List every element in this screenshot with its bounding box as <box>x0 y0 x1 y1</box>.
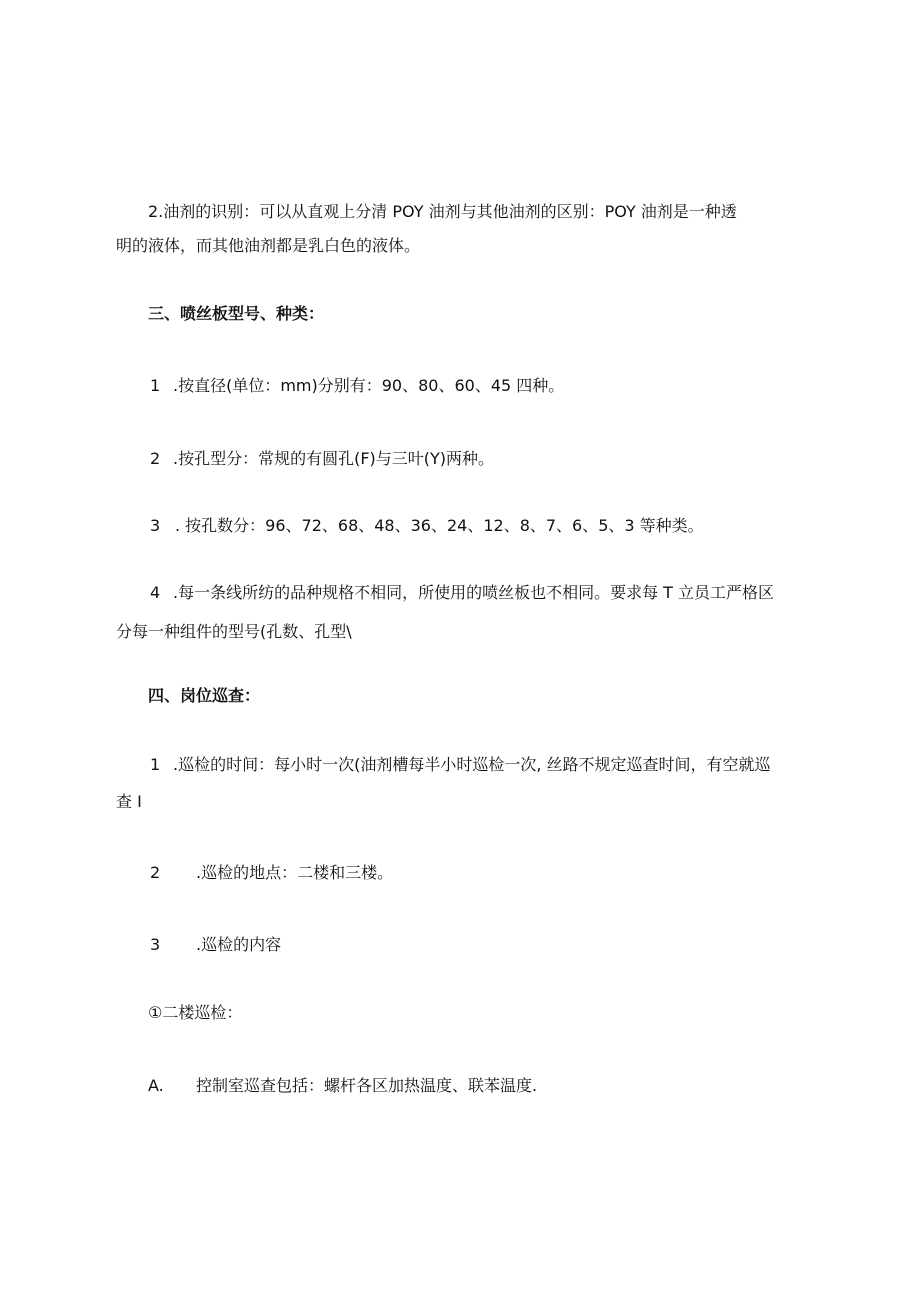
item-text: .按直径(单位：mm)分别有：90、80、60、45 四种。 <box>173 376 565 395</box>
second-floor-patrol-heading: ①二楼巡检： <box>148 1003 243 1022</box>
item-text: .每一条线所纺的品种规格不相同，所使用的喷丝板也不相同。要求每 T 立员工严格区 <box>173 583 775 602</box>
patrol-heading: 四、岗位巡查： <box>148 686 261 705</box>
item-number: 1 <box>150 755 161 774</box>
spinneret-types-heading: 三、喷丝板型号、种类： <box>148 304 325 323</box>
item-number: 4 <box>150 583 161 602</box>
spinneret-item-4-continued: 分每一种组件的型号(孔数、孔型\ <box>116 622 352 641</box>
oil-identification-line2: 明的液体，而其他油剂都是乳白色的液体。 <box>116 236 421 255</box>
item-number: 1 <box>150 376 161 395</box>
item-number: 2 <box>150 863 161 882</box>
item-text: 控制室巡查包括：螺杆各区加热温度、联苯温度. <box>196 1076 538 1095</box>
item-number: 3 <box>150 935 161 954</box>
item-text: .巡检的内容 <box>196 935 282 954</box>
item-text: .巡检的地点：二楼和三楼。 <box>196 863 394 882</box>
item-number: 2 <box>150 449 161 468</box>
item-label: A. <box>148 1076 164 1095</box>
patrol-item-1-continued: 查 I <box>116 792 142 811</box>
item-text: .按孔型分：常规的有圆孔(F)与三叶(Y)两种。 <box>173 449 495 468</box>
item-text: .巡检的时间：每小时一次(油剂槽每半小时巡检一次, 丝路不规定巡查时间，有空就巡 <box>173 755 771 774</box>
oil-identification-line1: 2.油剂的识别：可以从直观上分清 POY 油剂与其他油剂的区别：POY 油剂是一种透 <box>148 202 737 221</box>
item-text: . 按孔数分：96、72、68、48、36、24、12、8、7、6、5、3 等种类。 <box>175 516 704 535</box>
item-number: 3 <box>150 516 161 535</box>
